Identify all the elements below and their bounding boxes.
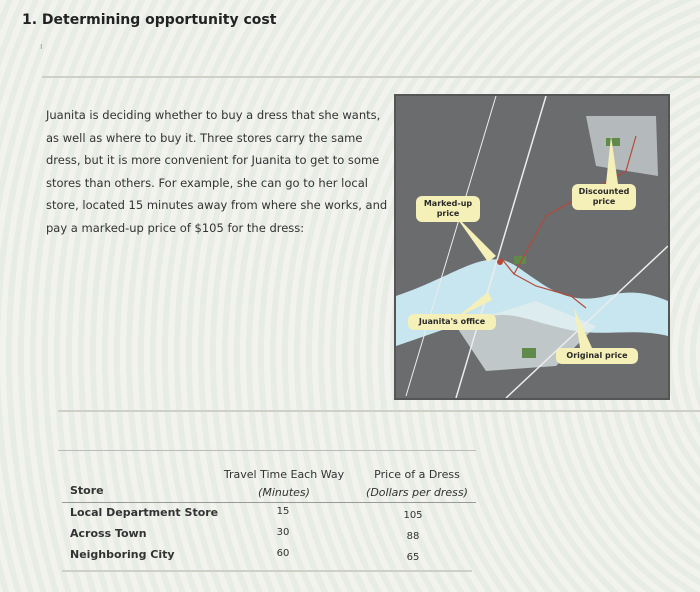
header-price xyxy=(360,466,474,502)
cell-price: 105 xyxy=(403,510,423,521)
divider-middle xyxy=(58,410,700,412)
header-store: Store xyxy=(70,484,104,497)
table-row xyxy=(62,546,476,566)
header-rule xyxy=(62,502,476,503)
cell-travel: 15 xyxy=(276,506,290,517)
intro-paragraph: Juanita is deciding whether to buy a dress that she wants, as well as where to buy it. Three stores carry the same dress, but it is more convenient for Juanita to get to some stores than others. For example, she can go to her local store, located 15 minutes away from where she works, and pay a marked-up price of $105 for the dress: xyxy=(46,108,388,235)
cell-travel: 30 xyxy=(276,527,290,538)
header-travel-unit: (Minutes) xyxy=(258,486,310,499)
cell-price: 88 xyxy=(406,531,420,542)
cell-price: 65 xyxy=(406,552,420,563)
cell-store: Neighboring City xyxy=(70,548,175,561)
label-juanitas-office: Juanita's office xyxy=(408,314,496,330)
cell-store: Local Department Store xyxy=(70,506,219,519)
cursor-mark-icon: ı xyxy=(40,42,43,52)
park-south xyxy=(522,348,536,358)
divider-top xyxy=(42,76,700,78)
header-travel-label: Travel Time Each Way xyxy=(223,468,345,481)
label-original-price: Original price xyxy=(556,348,638,364)
cell-travel: 60 xyxy=(276,548,290,559)
city-map xyxy=(394,94,670,400)
cell-store: Across Town xyxy=(70,527,147,540)
question-title: 1. Determining opportunity cost xyxy=(22,12,277,28)
header-price-unit: (Dollars per dress) xyxy=(366,486,468,499)
label-marked-up-price: Marked-up price xyxy=(416,196,480,222)
header-travel-time xyxy=(220,466,348,502)
divider-bottom xyxy=(62,570,472,572)
table-top-rule xyxy=(58,450,476,451)
table-row xyxy=(62,504,476,524)
marker-local-store xyxy=(497,259,503,265)
table-row xyxy=(62,525,476,545)
header-price-label: Price of a Dress xyxy=(374,468,460,481)
park-north xyxy=(606,138,620,146)
label-discounted-price: Discounted price xyxy=(572,184,636,210)
